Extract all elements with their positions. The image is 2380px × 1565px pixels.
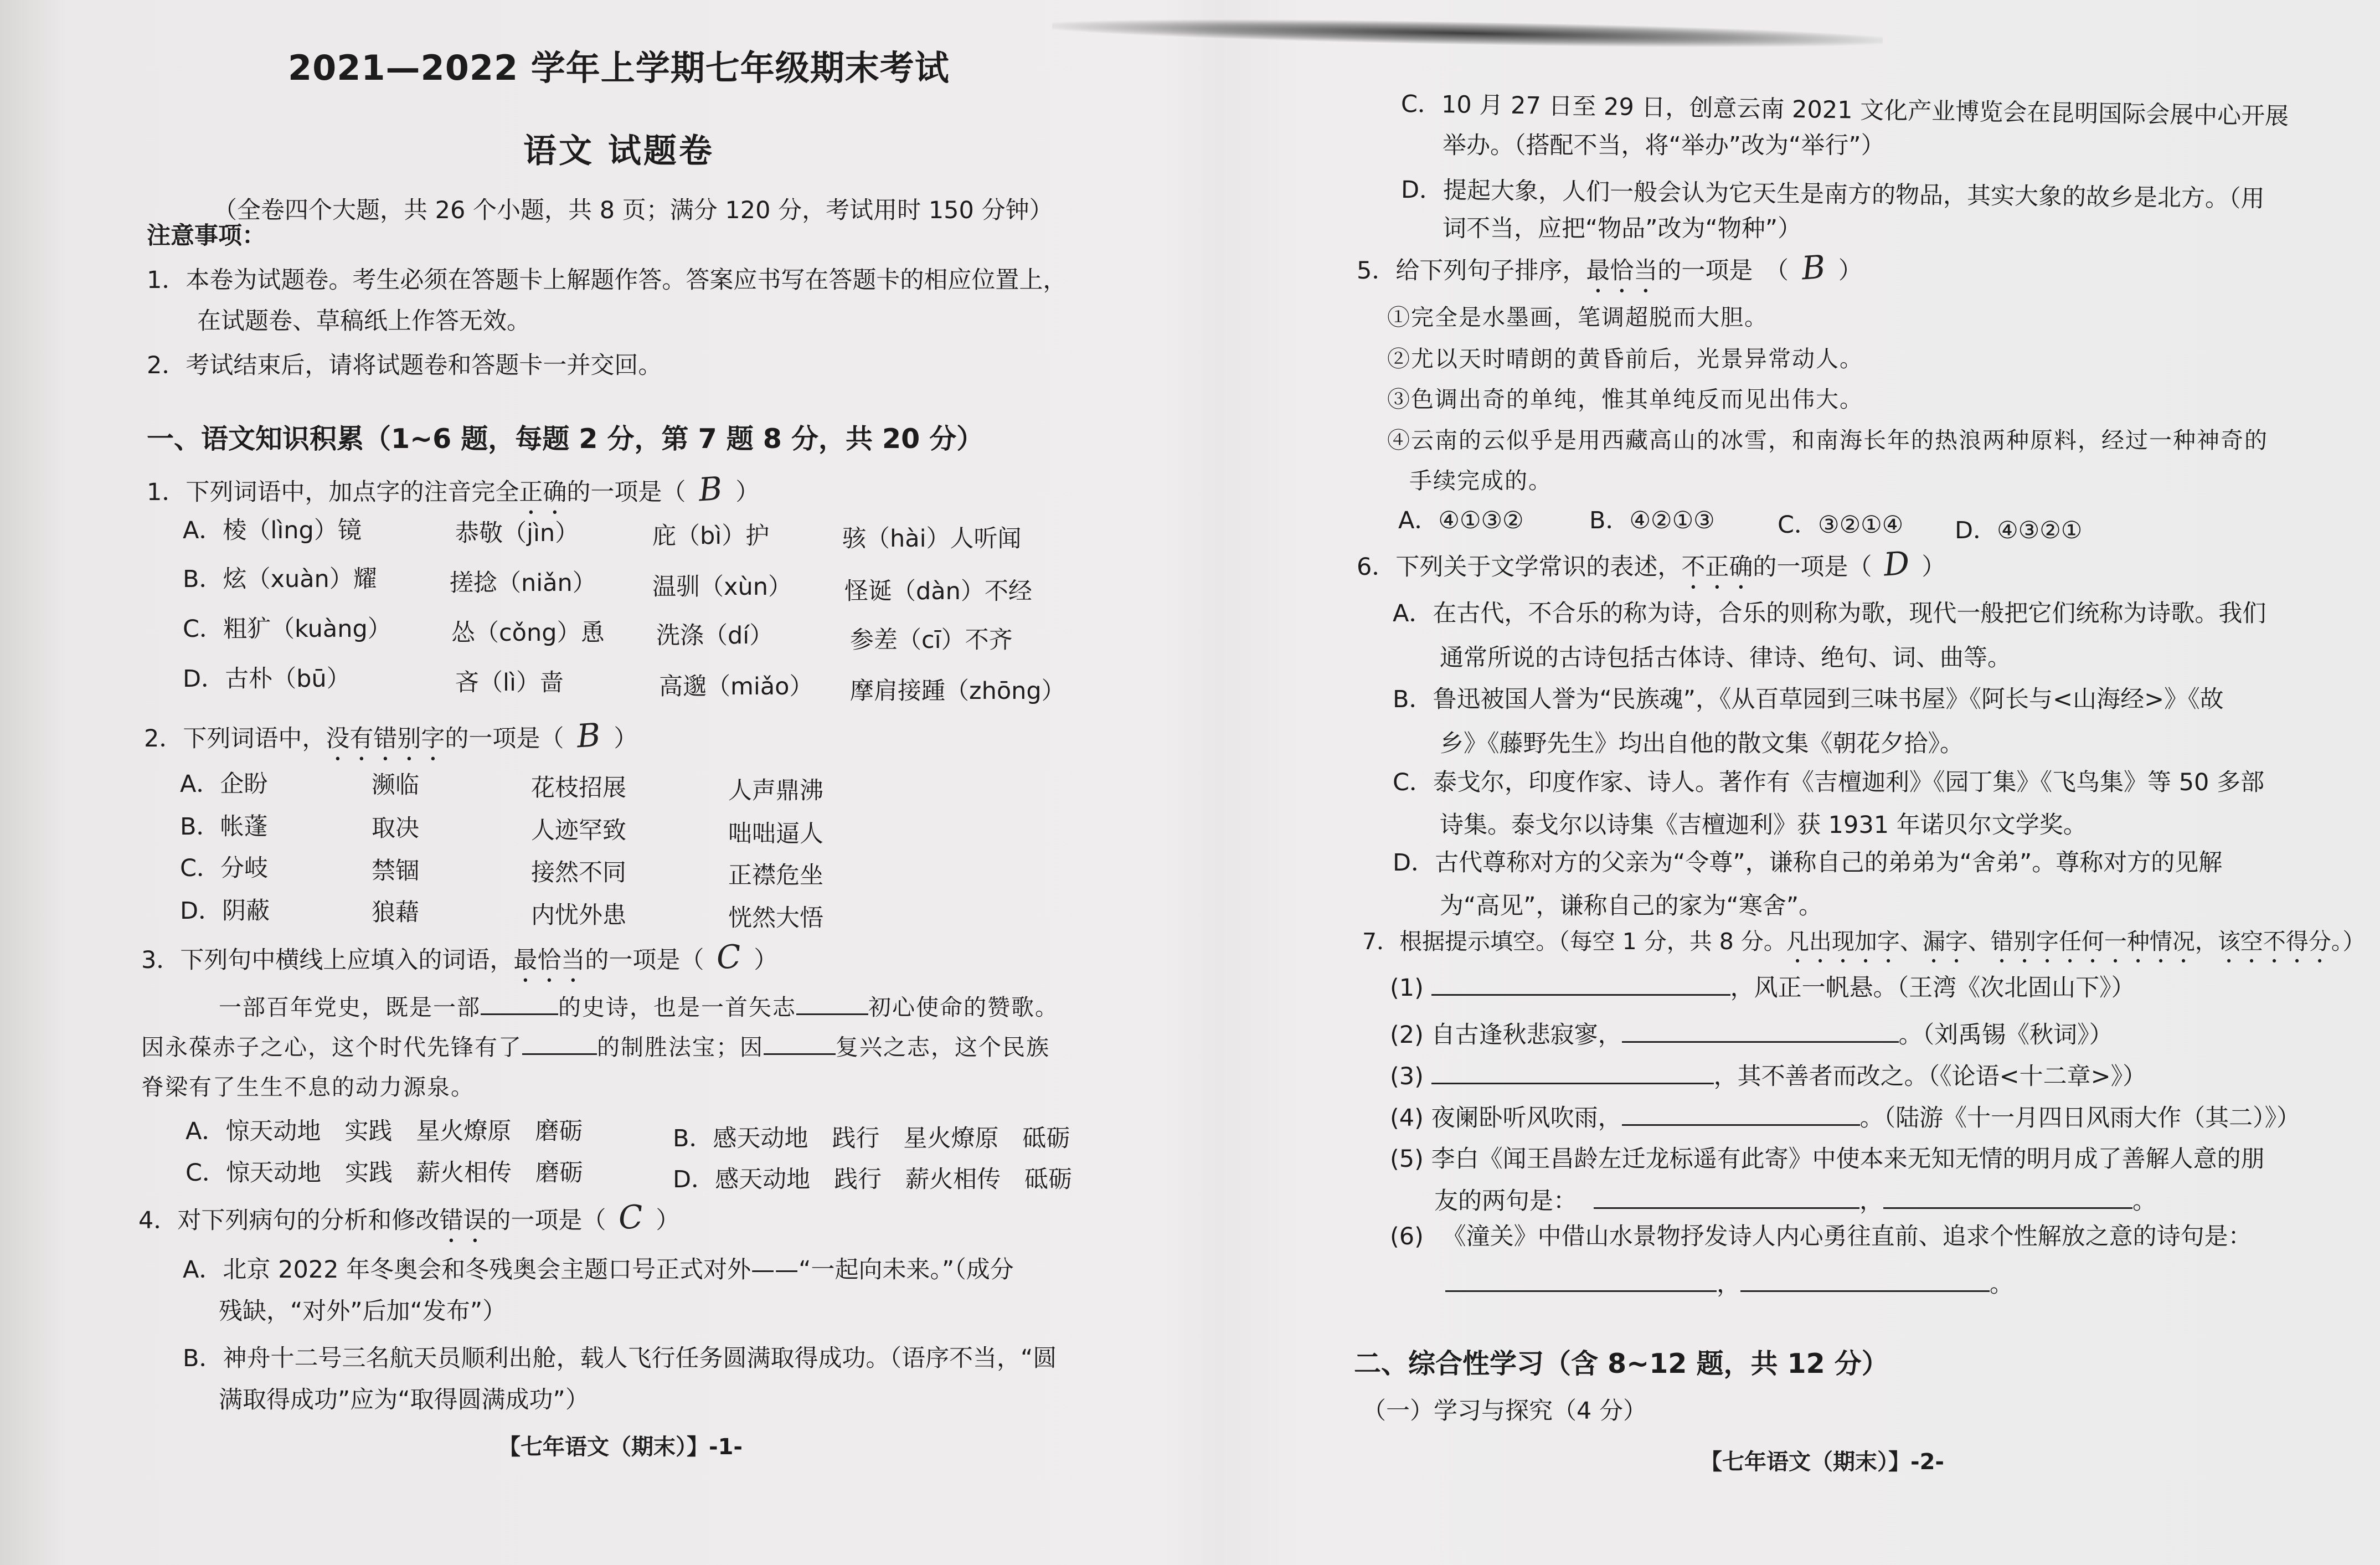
item-text: ，风正一帆悬。（王湾《次北固山下》） xyxy=(1730,974,2135,1002)
item-number: (3) xyxy=(1390,1063,1424,1090)
stem-text: 的一项是 （ xyxy=(1657,257,1789,285)
item-number: (5) xyxy=(1390,1145,1424,1173)
fill-item-6-blanks xyxy=(1445,1268,2013,1300)
passage-line-1 xyxy=(219,991,1059,1023)
option: 骇（hài）人听闻 xyxy=(842,525,1022,553)
answer-blank[interactable] xyxy=(1740,1268,1990,1292)
handwritten-answer: B xyxy=(697,469,724,509)
item-text: 。 xyxy=(1990,1270,2013,1298)
blank-1[interactable] xyxy=(481,991,558,1015)
option: 高邈（miǎo） xyxy=(659,673,813,701)
option: A．棱（lìng）镜 xyxy=(183,517,362,544)
q4-option-a-cont: 残缺，“对外”后加“发布”） xyxy=(219,1298,507,1325)
option: 禁锢 xyxy=(372,857,419,885)
stem-text: 4．对下列病句的分析和修改 xyxy=(138,1207,440,1234)
option: 温驯（xùn） xyxy=(652,573,792,601)
q5-option-b: B．④②①③ xyxy=(1589,507,1715,534)
blank-2[interactable] xyxy=(796,991,868,1015)
handwritten-answer: C xyxy=(617,1197,645,1237)
q4-option-c-cont: 举办。（搭配不当，将“举办”改为“举行”） xyxy=(1443,132,1885,159)
emphasis-text: 不正确 xyxy=(1681,553,1753,581)
stem-text: 5．给下列句子排序， xyxy=(1357,257,1586,285)
q6-option-d: D．古代尊称对方的父亲为“令尊”，谦称自己的弟弟为“舍弟”。尊称对方的见解 xyxy=(1393,849,2223,877)
stem-text: 1．下列词语中，加点字的注音完全 xyxy=(147,478,519,506)
item-number: (1) xyxy=(1390,974,1424,1002)
stem-text: 7．根据提示填空。（每空 1 分，共 8 分。 xyxy=(1362,928,1786,955)
blank-3[interactable] xyxy=(522,1031,597,1055)
fill-item-1 xyxy=(1390,972,2135,1003)
option: 狼藉 xyxy=(372,899,419,926)
answer-blank[interactable] xyxy=(1445,1268,1717,1292)
answer-blank[interactable] xyxy=(1622,1019,1899,1043)
option: 恭敬（jìn） xyxy=(455,519,579,547)
item-text: ， xyxy=(1859,1187,1883,1215)
item-text: 。（陆游《十一月四日风雨大作（其二）》） xyxy=(1859,1104,2301,1132)
question-4-stem xyxy=(138,1197,680,1248)
fill-item-2 xyxy=(1390,1019,2113,1051)
stem-text: 的一项是（ xyxy=(585,946,704,974)
stem-text: 的一项是（ xyxy=(445,725,564,753)
q3-option-d: D．感天动地 践行 薪火相传 砥砺 xyxy=(673,1166,1073,1193)
q4-option-d-cont: 词不当，应把“物品”改为“物种”） xyxy=(1443,215,1802,243)
option: 接然不同 xyxy=(531,859,626,887)
q6-option-b-cont: 乡》《藤野先生》均出自他的散文集《朝花夕拾》。 xyxy=(1440,730,1964,758)
question-1-stem xyxy=(147,469,760,520)
section-2-heading: 二、综合性学习（含 8~12 题，共 12 分） xyxy=(1354,1348,1889,1379)
passage-line-2 xyxy=(141,1031,1050,1063)
sentence-1: ①完全是水墨画，笔调超脱而大胆。 xyxy=(1387,304,1768,331)
item-text: 夜阑卧听风吹雨， xyxy=(1431,1104,1622,1132)
question-2-stem xyxy=(144,715,638,766)
question-5-stem xyxy=(1357,248,1862,298)
exam-info: （全卷四个大题，共 26 个小题，共 8 页；满分 120 分，考试用时 150 分钟） xyxy=(213,197,1053,224)
q4-option-c: C．10 月 27 日至 29 日，创意云南 2021 文化产业博览会在昆明国际会展中心开展 xyxy=(1400,90,2289,131)
passage-text: 复兴之志，这个民族 xyxy=(836,1034,1050,1061)
option: 洗涤（dí） xyxy=(656,622,774,650)
q6-option-c: C．泰戈尔，印度作家、诗人。著作有《吉檀迦利》《园丁集》《飞鸟集》等 50 多部 xyxy=(1393,769,2265,796)
q6-option-b: B．鲁迅被国人誉为“民族魂”，《从百草园到三味书屋》《阿长与<山海经>》《故 xyxy=(1393,686,2224,713)
stem-text: ） xyxy=(735,478,760,506)
stem-text: ） xyxy=(1921,553,1946,581)
item-text: 《潼关》中借山水景物抒发诗人内心勇往直前、追求个性解放之意的诗句是： xyxy=(1442,1223,2252,1250)
emphasis-text: 错误 xyxy=(439,1207,487,1234)
option: 参差（cī）不齐 xyxy=(850,626,1013,654)
option: 花枝招展 xyxy=(531,774,626,802)
passage-text: 的史诗，也是一首矢志 xyxy=(558,994,796,1021)
passage-text: 的制胜法宝；因 xyxy=(597,1034,764,1061)
item-number: (2) xyxy=(1390,1021,1424,1049)
stem-text: ） xyxy=(614,725,638,753)
passage-line-3: 脊梁有了生生不息的动力源泉。 xyxy=(141,1074,475,1100)
option: C．粗犷（kuàng） xyxy=(183,615,391,643)
answer-blank[interactable] xyxy=(1594,1185,1859,1209)
q4-option-b: B．神舟十二号三名航天员顺利出舱，载人飞行任务圆满取得成功。（语序不当，“圆 xyxy=(183,1345,1057,1372)
q4-option-a: A．北京 2022 年冬奥会和冬残奥会主题口号正式对外——“一起向未来。”（成分 xyxy=(183,1256,1014,1284)
option: D．阴蔽 xyxy=(180,897,270,925)
passage-text: 因永葆赤子之心，这个时代先锋有了 xyxy=(141,1034,522,1061)
answer-blank[interactable] xyxy=(1622,1102,1860,1126)
item-text: 自古逢秋悲寂寥， xyxy=(1431,1021,1622,1049)
sentence-4-cont: 手续完成的。 xyxy=(1409,467,1552,494)
q4-option-d: D．提起大象，人们一般会认为它天生是南方的物品，其实大象的故乡是北方。（用 xyxy=(1400,176,2265,213)
stem-text: 的一项是（ xyxy=(487,1207,606,1234)
q6-option-d-cont: 为“高见”，谦称自己的家为“寒舍”。 xyxy=(1440,892,1823,920)
option: 庇（bì）护 xyxy=(652,522,770,550)
stem-text: 的一项是（ xyxy=(1753,553,1872,581)
page-footer: 【七年语文（期末）】-2- xyxy=(1700,1449,1945,1475)
option: 搓捻（niǎn） xyxy=(450,569,596,597)
emphasis-text: 没有错别字 xyxy=(326,725,445,753)
sentence-2: ②尤以天时晴朗的黄昏前后，光景异常动人。 xyxy=(1387,346,1863,372)
stem-text: 3．下列句中横线上应填入的词语， xyxy=(141,946,514,974)
exam-title: 2021—2022 学年上学期七年级期末考试 xyxy=(288,48,950,88)
handwritten-answer: D xyxy=(1882,544,1911,584)
note-2: 2．考试结束后，请将试题卷和答题卡一并交回。 xyxy=(147,352,662,379)
q3-option-a: A．惊天动地 实践 星火燎原 磨砺 xyxy=(186,1118,583,1145)
note-1: 1．本卷为试题卷。考生必须在答题卡上解题作答。答案应书写在答题卡的相应位置上， xyxy=(147,266,1067,294)
option: D．古朴（bū） xyxy=(183,665,351,693)
item-number: (4) xyxy=(1390,1104,1424,1132)
option: C．分岐 xyxy=(180,854,269,882)
option: 怪诞（dàn）不经 xyxy=(844,578,1032,605)
section-1-heading: 一、语文知识积累（1~6 题，每题 2 分，第 7 题 8 分，共 20 分） xyxy=(147,423,984,455)
option: 濒临 xyxy=(372,771,419,799)
item-number: (6) xyxy=(1390,1223,1424,1250)
option: B．帐蓬 xyxy=(180,813,268,841)
stem-text: 的一项是（ xyxy=(566,478,686,506)
paper-subtitle: 语文 试题卷 xyxy=(523,132,714,171)
sentence-3: ③色调出奇的单纯，惟其单纯反而见出伟大。 xyxy=(1387,386,1863,413)
item-text: 友的两句是： xyxy=(1434,1187,1577,1215)
question-6-stem xyxy=(1357,544,1946,595)
item-text: 。 xyxy=(2132,1187,2156,1215)
emphasis-text: 最恰当 xyxy=(513,946,585,974)
fill-item-5-cont xyxy=(1434,1185,2156,1217)
stem-text: ） xyxy=(754,946,778,974)
emphasis-text: 正确 xyxy=(519,478,567,506)
fill-item-4 xyxy=(1390,1102,2300,1134)
q3-option-b: B．感天动地 践行 星火燎原 砥砺 xyxy=(673,1125,1070,1152)
option: 恍然大悟 xyxy=(728,904,823,932)
q5-option-d: D．④③②① xyxy=(1955,517,2083,544)
fill-item-5 xyxy=(1390,1144,2265,1175)
option: 咄咄逼人 xyxy=(728,820,823,848)
exam-page-2 xyxy=(1191,0,2380,1565)
notes-heading: 注意事项： xyxy=(147,222,266,250)
option: A．企盼 xyxy=(180,770,268,798)
stem-text: 2．下列词语中， xyxy=(144,725,326,753)
q5-option-c: C．③②①④ xyxy=(1778,511,1904,539)
item-text: 。（刘禹锡《秋词》） xyxy=(1898,1021,2113,1049)
answer-blank[interactable] xyxy=(1883,1185,2132,1209)
handwritten-answer: B xyxy=(1800,248,1827,287)
fill-item-3 xyxy=(1390,1061,2146,1092)
q6-option-c-cont: 诗集。泰戈尔以诗集《吉檀迦利》获 1931 年诺贝尔文学奖。 xyxy=(1440,811,2087,839)
stem-text: ） xyxy=(656,1207,680,1234)
subsection-1-heading: （一）学习与探究（4 分） xyxy=(1362,1397,1647,1425)
item-text: ， xyxy=(1717,1270,1740,1298)
option: 取决 xyxy=(372,815,419,842)
stem-text: 6．下列关于文学常识的表述， xyxy=(1357,553,1682,581)
option: 人迹罕致 xyxy=(531,817,626,845)
question-7-stem xyxy=(1362,926,2365,968)
fill-item-6 xyxy=(1390,1221,2252,1252)
question-3-stem xyxy=(141,937,778,988)
emphasis-text: 最恰当 xyxy=(1586,257,1658,285)
passage-text: 初心使命的赞歌。 xyxy=(868,994,1059,1021)
option: 怂（cǒng）恿 xyxy=(451,619,605,647)
option: 内忧外患 xyxy=(531,902,626,929)
emphasis-text: 凡出现加字、漏字、错别字任何一种情况，该空不得分。 xyxy=(1786,928,2343,955)
stem-text: ） xyxy=(1838,257,1862,285)
blank-4[interactable] xyxy=(764,1031,836,1055)
q6-option-a-cont: 通常所说的古诗包括古体诗、律诗、绝句、词、曲等。 xyxy=(1440,644,2011,672)
option: 正襟危坐 xyxy=(728,862,823,889)
item-text: ，其不善者而改之。（《论语<十二章>》） xyxy=(1713,1063,2147,1090)
item-text: 李白《闻王昌龄左迁龙标遥有此寄》中使本来无知无情的明月成了善解人意的朋 xyxy=(1431,1145,2265,1173)
stem-text: ） xyxy=(2342,928,2366,955)
option: 吝（lì）啬 xyxy=(455,669,564,697)
q4-option-b-cont: 满取得成功”应为“取得圆满成功”） xyxy=(219,1386,589,1414)
option: B．炫（xuàn）耀 xyxy=(183,565,377,593)
q3-option-c: C．惊天动地 实践 薪火相传 磨砺 xyxy=(186,1159,584,1187)
page-footer: 【七年语文（期末）】-1- xyxy=(498,1434,743,1460)
answer-blank[interactable] xyxy=(1431,972,1730,996)
handwritten-answer: B xyxy=(575,715,602,755)
q5-option-a: A．④①③② xyxy=(1398,507,1524,534)
option: 摩肩接踵（zhōng） xyxy=(850,677,1065,705)
q6-option-a: A．在古代，不合乐的称为诗，合乐的则称为歌，现代一般把它们统称为诗歌。我们 xyxy=(1393,600,2266,627)
sentence-4: ④云南的云似乎是用西藏高山的冰雪，和南海长年的热浪两种原料，经过一种神奇的 xyxy=(1387,427,2268,454)
answer-blank[interactable] xyxy=(1431,1061,1714,1084)
passage-text: 一部百年党史，既是一部 xyxy=(219,994,481,1021)
option: 人声鼎沸 xyxy=(728,777,823,805)
note-1-cont: 在试题卷、草稿纸上作答无效。 xyxy=(197,307,530,335)
handwritten-answer: C xyxy=(715,937,743,977)
